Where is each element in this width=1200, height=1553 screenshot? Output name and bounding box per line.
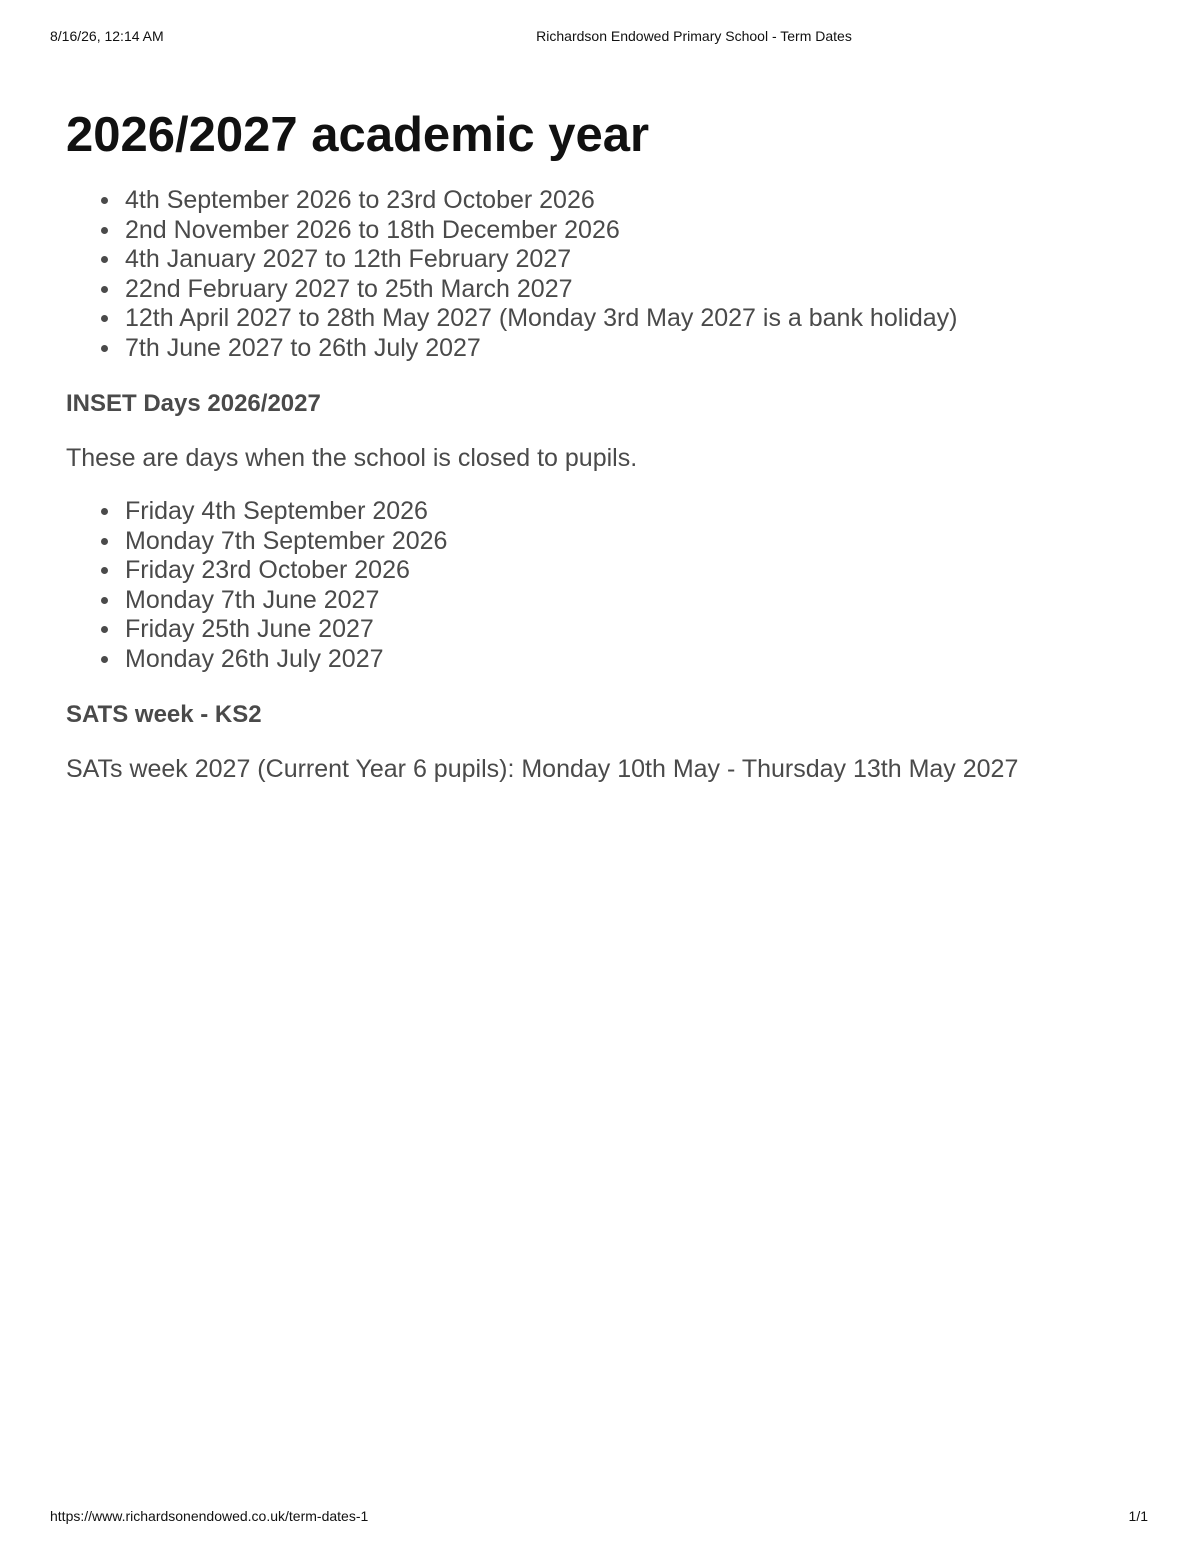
term-dates-list <box>66 186 1146 363</box>
main-content <box>66 100 1146 784</box>
inset-day-item: Monday 7th June 2027 <box>125 586 1146 616</box>
inset-days-intro: These are days when the school is closed to pupils. <box>66 444 638 472</box>
print-page-title: Richardson Endowed Primary School - Term Dates <box>536 28 852 44</box>
inset-days-heading: INSET Days 2026/2027 <box>66 390 321 417</box>
print-header <box>0 28 1200 48</box>
print-page-number: 1/1 <box>1128 1508 1148 1524</box>
page-heading: 2026/2027 academic year <box>66 108 650 162</box>
inset-day-item: Monday 26th July 2027 <box>125 645 1146 675</box>
term-date-item: 12th April 2027 to 28th May 2027 (Monday 3rd May 2027 is a bank holiday) <box>125 304 1146 334</box>
inset-days-list <box>66 497 1146 674</box>
inset-day-item: Monday 7th September 2026 <box>125 527 1146 557</box>
print-footer <box>0 1508 1200 1528</box>
print-timestamp: 8/16/26, 12:14 AM <box>50 28 164 44</box>
inset-day-item: Friday 25th June 2027 <box>125 615 1146 645</box>
inset-day-item: Friday 4th September 2026 <box>125 497 1146 527</box>
sats-week-text: SATs week 2027 (Current Year 6 pupils): Monday 10th May - Thursday 13th May 2027 <box>66 755 1019 783</box>
term-date-item: 4th September 2026 to 23rd October 2026 <box>125 186 1146 216</box>
inset-day-item: Friday 23rd October 2026 <box>125 556 1146 586</box>
term-date-item: 22nd February 2027 to 25th March 2027 <box>125 275 1146 305</box>
term-date-item: 7th June 2027 to 26th July 2027 <box>125 334 1146 364</box>
print-url: https://www.richardsonendowed.co.uk/term-dates-1 <box>50 1508 369 1524</box>
sats-week-heading: SATS week - KS2 <box>66 701 262 728</box>
term-date-item: 4th January 2027 to 12th February 2027 <box>125 245 1146 275</box>
term-date-item: 2nd November 2026 to 18th December 2026 <box>125 216 1146 246</box>
